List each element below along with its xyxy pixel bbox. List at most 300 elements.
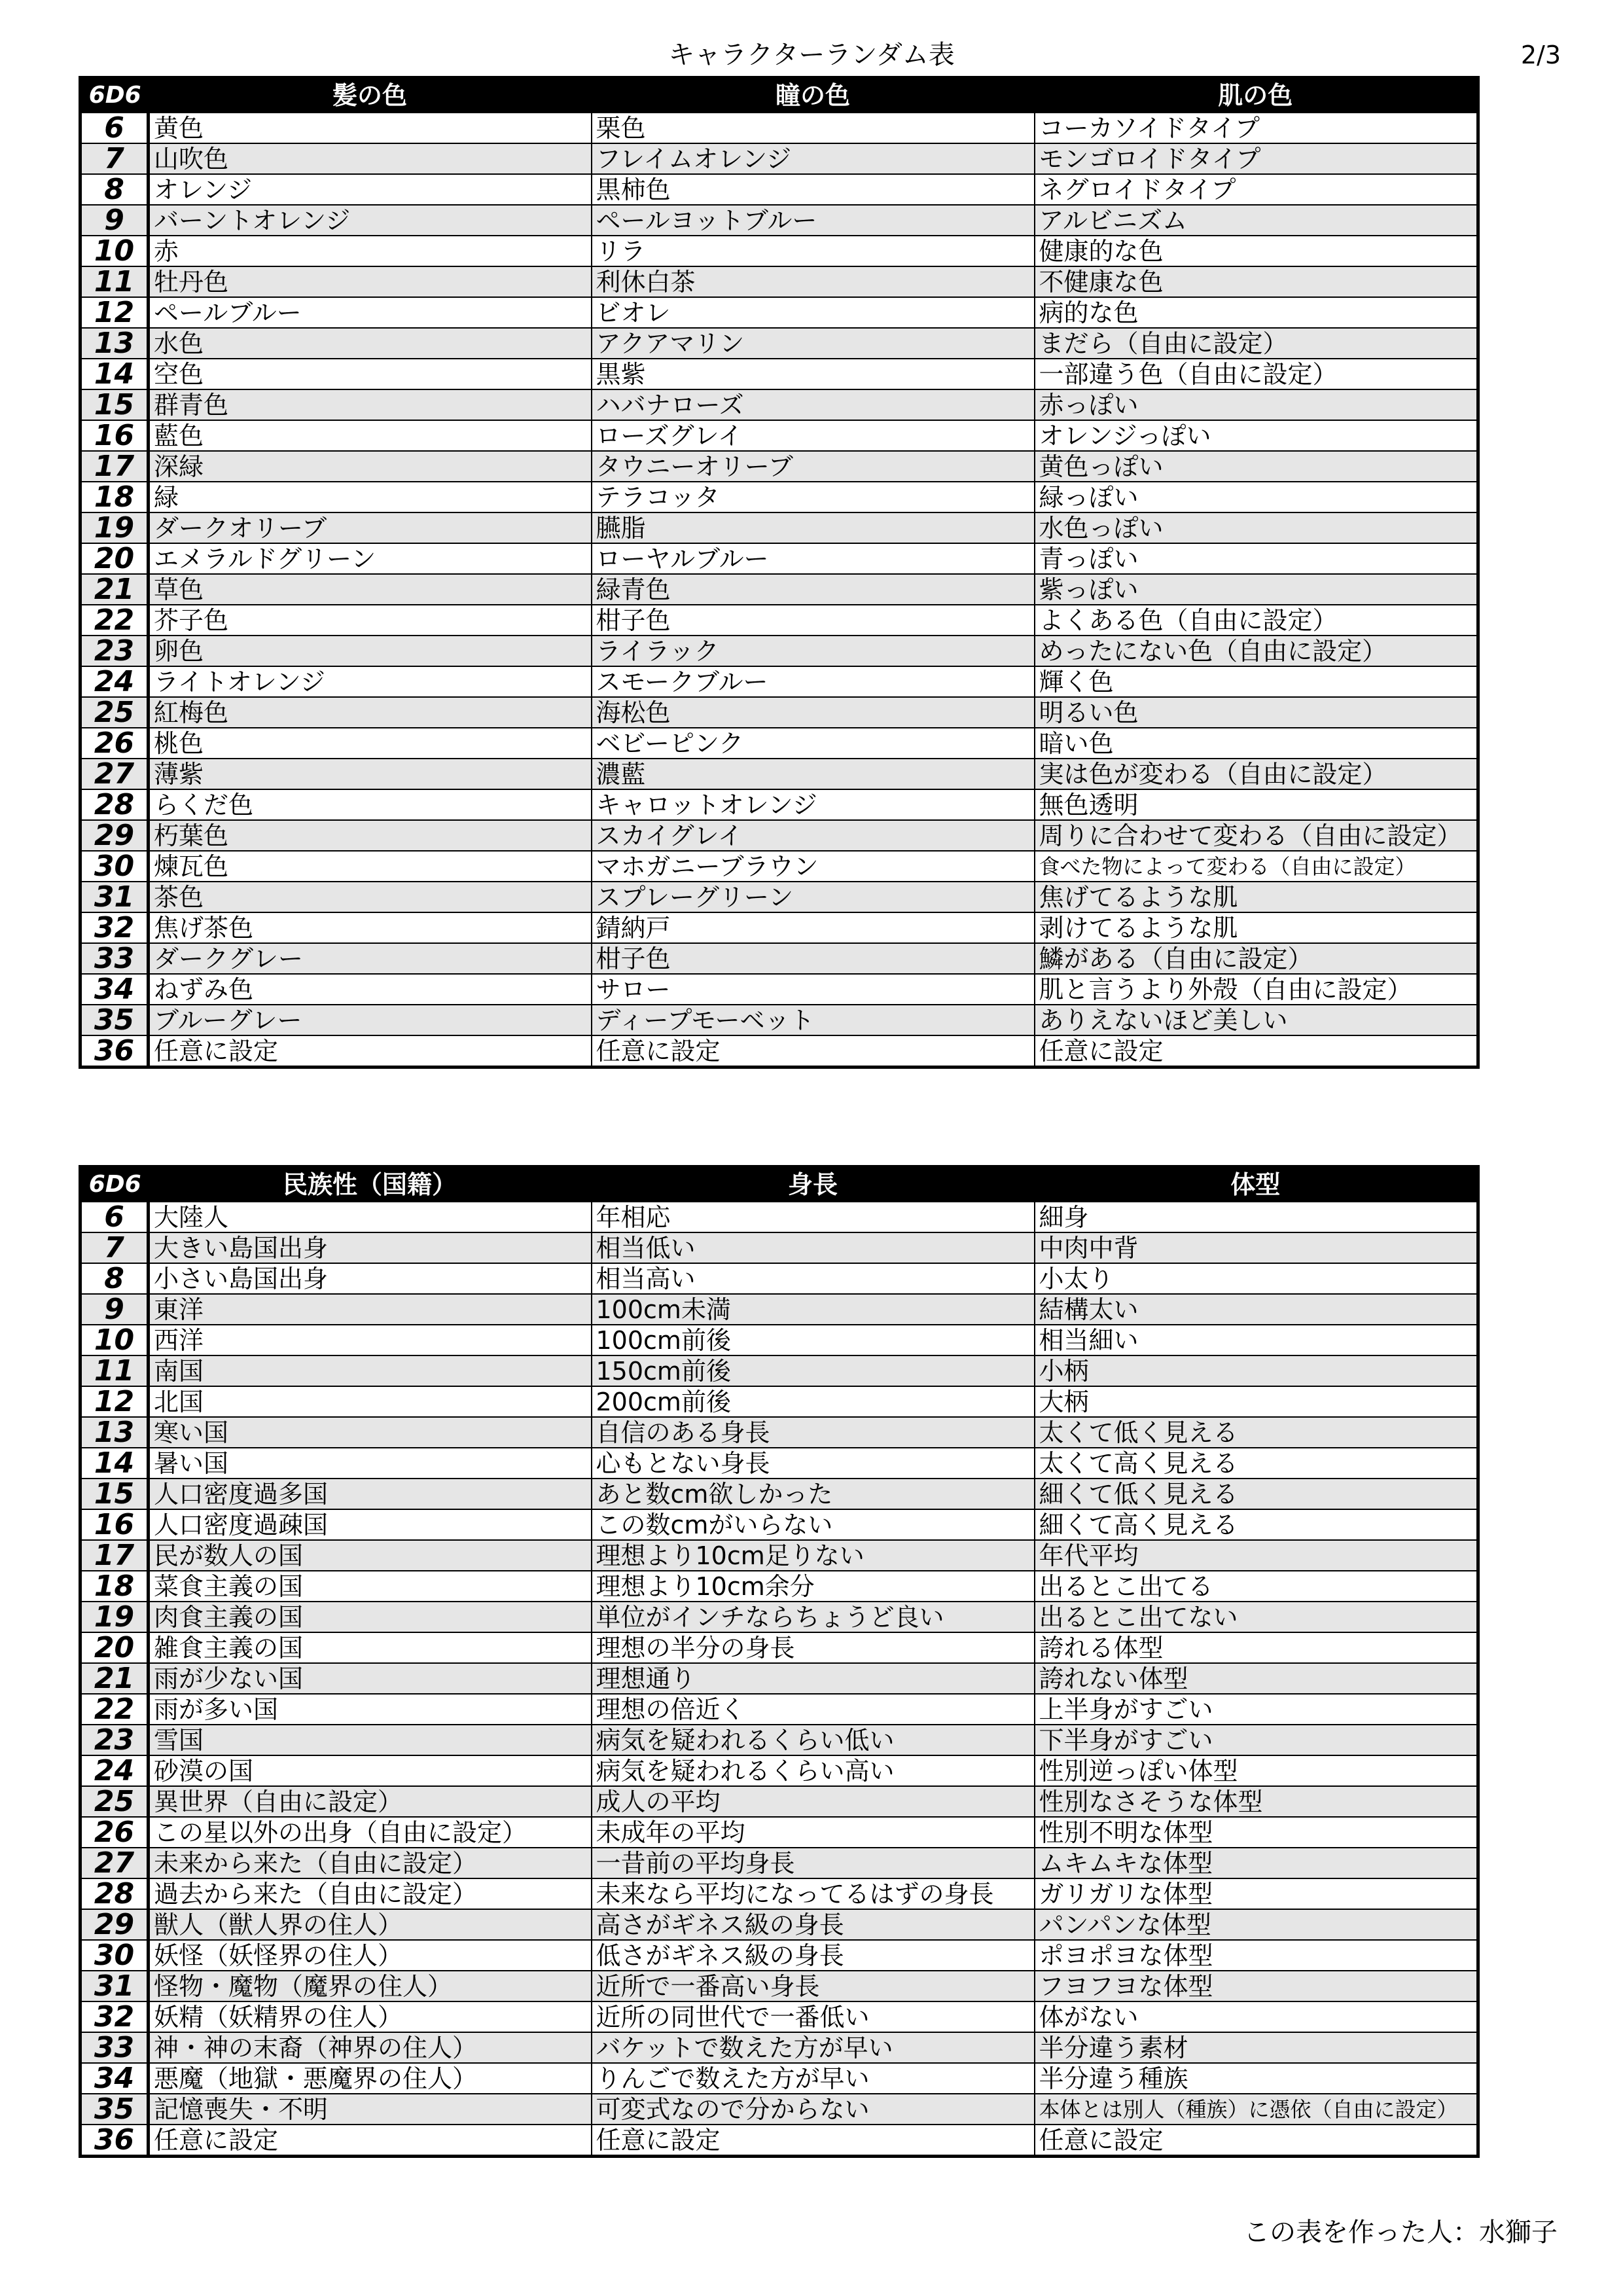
- cell-col-2: ディープモーベット: [592, 1005, 1035, 1035]
- cell-col-1: 緑: [149, 482, 592, 512]
- cell-col-3: 小柄: [1035, 1355, 1478, 1386]
- table-row: [80, 1232, 1478, 1263]
- cell-col-3: 実は色が変わる（自由に設定）: [1035, 759, 1478, 789]
- table-row: [80, 1632, 1478, 1663]
- cell-col-1: この星以外の出身（自由に設定）: [149, 1817, 592, 1848]
- table-row: [80, 789, 1478, 820]
- page-title: キャラクターランダム表: [668, 40, 955, 70]
- cell-col-3: 暗い色: [1035, 728, 1478, 759]
- roll-number: 17: [80, 1540, 149, 1571]
- cell-col-1: 東洋: [149, 1294, 592, 1325]
- cell-col-3: 出るとこ出てない: [1035, 1602, 1478, 1632]
- roll-number: 35: [80, 1005, 149, 1035]
- roll-number: 35: [80, 2094, 149, 2125]
- table-row: [80, 1417, 1478, 1448]
- table-row: [80, 636, 1478, 666]
- table-row: [80, 328, 1478, 359]
- cell-col-1: 茶色: [149, 882, 592, 912]
- cell-col-3: 周りに合わせて変わる（自由に設定）: [1035, 820, 1478, 851]
- header-col-2: 瞳の色: [592, 78, 1035, 113]
- cell-col-2: この数cmがいらない: [592, 1509, 1035, 1540]
- cell-col-1: 過去から来た（自由に設定）: [149, 1878, 592, 1909]
- roll-number: 6: [80, 1202, 149, 1232]
- table-row: [80, 2032, 1478, 2063]
- cell-col-2: サロー: [592, 974, 1035, 1005]
- cell-col-2: スモークブルー: [592, 666, 1035, 697]
- cell-col-1: 桃色: [149, 728, 592, 759]
- cell-col-1: 民が数人の国: [149, 1540, 592, 1571]
- cell-col-1: 紅梅色: [149, 697, 592, 728]
- cell-col-3: 結構太い: [1035, 1294, 1478, 1325]
- roll-number: 27: [80, 759, 149, 789]
- header-col-1: 髪の色: [149, 78, 592, 113]
- table-row: [80, 512, 1478, 543]
- cell-col-2: 黒柿色: [592, 174, 1035, 205]
- roll-number: 28: [80, 789, 149, 820]
- roll-number: 22: [80, 1694, 149, 1725]
- table-row: [80, 759, 1478, 789]
- cell-col-2: テラコッタ: [592, 482, 1035, 512]
- cell-col-3: 不健康な色: [1035, 266, 1478, 297]
- cell-col-1: 大きい島国出身: [149, 1232, 592, 1263]
- cell-col-2: バケットで数えた方が早い: [592, 2032, 1035, 2063]
- header-col-3: 肌の色: [1035, 78, 1478, 113]
- cell-col-1: 獣人（獣人界の住人）: [149, 1909, 592, 1940]
- cell-col-2: ローヤルブルー: [592, 543, 1035, 574]
- cell-col-1: 焦げ茶色: [149, 912, 592, 943]
- cell-col-2: 緑青色: [592, 574, 1035, 605]
- cell-col-1: 記憶喪失・不明: [149, 2094, 592, 2125]
- cell-col-3: ネグロイドタイプ: [1035, 174, 1478, 205]
- roll-number: 12: [80, 1386, 149, 1417]
- cell-col-1: 群青色: [149, 389, 592, 420]
- cell-col-3: ありえないほど美しい: [1035, 1005, 1478, 1035]
- cell-col-3: 誇れない体型: [1035, 1663, 1478, 1694]
- roll-number: 18: [80, 1571, 149, 1602]
- table-header-row: [80, 78, 1478, 113]
- cell-col-3: 上半身がすごい: [1035, 1694, 1478, 1725]
- cell-col-3: 緑っぽい: [1035, 482, 1478, 512]
- cell-col-2: 利休白茶: [592, 266, 1035, 297]
- cell-col-2: 臙脂: [592, 512, 1035, 543]
- roll-number: 23: [80, 1725, 149, 1755]
- cell-col-3: 焦げてるような肌: [1035, 882, 1478, 912]
- cell-col-2: マホガニーブラウン: [592, 851, 1035, 882]
- table-row: [80, 297, 1478, 328]
- cell-col-1: 任意に設定: [149, 2125, 592, 2157]
- cell-col-1: バーントオレンジ: [149, 205, 592, 236]
- cell-col-1: 西洋: [149, 1325, 592, 1355]
- cell-col-3: まだら（自由に設定）: [1035, 328, 1478, 359]
- cell-col-1: 未来から来た（自由に設定）: [149, 1848, 592, 1878]
- roll-number: 36: [80, 2125, 149, 2157]
- table-header-row: [80, 1167, 1478, 1202]
- cell-col-1: ダークオリーブ: [149, 512, 592, 543]
- table-row: [80, 113, 1478, 143]
- header-roll: 6D6: [80, 78, 149, 113]
- cell-col-2: 一昔前の平均身長: [592, 1848, 1035, 1878]
- roll-number: 11: [80, 1355, 149, 1386]
- header-col-1: 民族性（国籍）: [149, 1167, 592, 1202]
- table-row: [80, 1202, 1478, 1232]
- table-row: [80, 143, 1478, 174]
- cell-col-1: 妖精（妖精界の住人）: [149, 2001, 592, 2032]
- table-row: [80, 2001, 1478, 2032]
- cell-col-3: コーカソイドタイプ: [1035, 113, 1478, 143]
- roll-number: 21: [80, 1663, 149, 1694]
- cell-col-2: 栗色: [592, 113, 1035, 143]
- cell-col-2: 柑子色: [592, 943, 1035, 974]
- table-row: [80, 1878, 1478, 1909]
- cell-col-2: フレイムオレンジ: [592, 143, 1035, 174]
- cell-col-3: 病的な色: [1035, 297, 1478, 328]
- table-row: [80, 666, 1478, 697]
- table-row: [80, 420, 1478, 451]
- cell-col-3: 鱗がある（自由に設定）: [1035, 943, 1478, 974]
- cell-col-2: 未来なら平均になってるはずの身長: [592, 1878, 1035, 1909]
- cell-col-2: ビオレ: [592, 297, 1035, 328]
- cell-col-1: 異世界（自由に設定）: [149, 1786, 592, 1817]
- table-row: [80, 1355, 1478, 1386]
- cell-col-2: 理想より10cm余分: [592, 1571, 1035, 1602]
- roll-number: 36: [80, 1035, 149, 1067]
- cell-col-2: 病気を疑われるくらい高い: [592, 1755, 1035, 1786]
- cell-col-3: 赤っぽい: [1035, 389, 1478, 420]
- cell-col-3: 肌と言うより外殻（自由に設定）: [1035, 974, 1478, 1005]
- cell-col-1: 雑食主義の国: [149, 1632, 592, 1663]
- roll-number: 17: [80, 451, 149, 482]
- roll-number: 21: [80, 574, 149, 605]
- cell-col-3: 下半身がすごい: [1035, 1725, 1478, 1755]
- cell-col-3: 剥けてるような肌: [1035, 912, 1478, 943]
- cell-col-2: 理想通り: [592, 1663, 1035, 1694]
- cell-col-2: タウニーオリーブ: [592, 451, 1035, 482]
- table-row: [80, 1448, 1478, 1479]
- cell-col-3: 無色透明: [1035, 789, 1478, 820]
- table-row: [80, 174, 1478, 205]
- roll-number: 24: [80, 1755, 149, 1786]
- table-row: [80, 697, 1478, 728]
- table-row: [80, 820, 1478, 851]
- cell-col-2: 自信のある身長: [592, 1417, 1035, 1448]
- cell-col-2: 未成年の平均: [592, 1817, 1035, 1848]
- table-hair-eye-skin: [79, 76, 1480, 1069]
- table-row: [80, 482, 1478, 512]
- roll-number: 25: [80, 1786, 149, 1817]
- cell-col-2: 理想より10cm足りない: [592, 1540, 1035, 1571]
- cell-col-3: 半分違う素材: [1035, 2032, 1478, 2063]
- cell-col-1: 空色: [149, 359, 592, 389]
- cell-col-3: 太くて高く見える: [1035, 1448, 1478, 1479]
- cell-col-1: 雨が多い国: [149, 1694, 592, 1725]
- table-row: [80, 851, 1478, 882]
- roll-number: 23: [80, 636, 149, 666]
- cell-col-3: 輝く色: [1035, 666, 1478, 697]
- roll-number: 19: [80, 1602, 149, 1632]
- roll-number: 8: [80, 174, 149, 205]
- cell-col-3: 水色っぽい: [1035, 512, 1478, 543]
- cell-col-1: らくだ色: [149, 789, 592, 820]
- roll-number: 20: [80, 1632, 149, 1663]
- table-row: [80, 1325, 1478, 1355]
- cell-col-3: アルビニズム: [1035, 205, 1478, 236]
- table-row: [80, 1848, 1478, 1878]
- table-row: [80, 1005, 1478, 1035]
- table-row: [80, 1663, 1478, 1694]
- cell-col-1: 寒い国: [149, 1417, 592, 1448]
- cell-col-3: フヨフヨな体型: [1035, 1971, 1478, 2001]
- cell-col-3: 中肉中背: [1035, 1232, 1478, 1263]
- roll-number: 24: [80, 666, 149, 697]
- cell-col-2: 心もとない身長: [592, 1448, 1035, 1479]
- table-row: [80, 451, 1478, 482]
- table-row: [80, 1263, 1478, 1294]
- roll-number: 34: [80, 974, 149, 1005]
- cell-col-2: 200cm前後: [592, 1386, 1035, 1417]
- roll-number: 7: [80, 143, 149, 174]
- cell-col-3: 黄色っぽい: [1035, 451, 1478, 482]
- cell-col-1: 妖怪（妖怪界の住人）: [149, 1940, 592, 1971]
- roll-number: 15: [80, 389, 149, 420]
- roll-number: 13: [80, 1417, 149, 1448]
- table-row: [80, 1602, 1478, 1632]
- cell-col-1: 南国: [149, 1355, 592, 1386]
- roll-number: 7: [80, 1232, 149, 1263]
- cell-col-3: 年代平均: [1035, 1540, 1478, 1571]
- roll-number: 14: [80, 359, 149, 389]
- roll-number: 30: [80, 1940, 149, 1971]
- roll-number: 32: [80, 912, 149, 943]
- cell-col-2: ベビーピンク: [592, 728, 1035, 759]
- cell-col-1: 悪魔（地獄・悪魔界の住人）: [149, 2063, 592, 2094]
- cell-col-2: 近所の同世代で一番低い: [592, 2001, 1035, 2032]
- cell-col-1: 人口密度過多国: [149, 1479, 592, 1509]
- cell-col-1: 牡丹色: [149, 266, 592, 297]
- cell-col-3: 細くて低く見える: [1035, 1479, 1478, 1509]
- cell-col-3: 明るい色: [1035, 697, 1478, 728]
- cell-col-3: 任意に設定: [1035, 2125, 1478, 2157]
- cell-col-3: オレンジっぽい: [1035, 420, 1478, 451]
- cell-col-1: 山吹色: [149, 143, 592, 174]
- cell-col-1: 草色: [149, 574, 592, 605]
- cell-col-2: 錆納戸: [592, 912, 1035, 943]
- cell-col-3: 健康的な色: [1035, 236, 1478, 266]
- cell-col-2: 任意に設定: [592, 2125, 1035, 2157]
- cell-col-3: 一部違う色（自由に設定）: [1035, 359, 1478, 389]
- roll-number: 16: [80, 1509, 149, 1540]
- cell-col-2: りんごで数えた方が早い: [592, 2063, 1035, 2094]
- cell-col-3: 細くて高く見える: [1035, 1509, 1478, 1540]
- cell-col-1: 大陸人: [149, 1202, 592, 1232]
- table-row: [80, 1571, 1478, 1602]
- table-row: [80, 236, 1478, 266]
- cell-col-3: パンパンな体型: [1035, 1909, 1478, 1940]
- cell-col-3: 小太り: [1035, 1263, 1478, 1294]
- cell-col-1: 任意に設定: [149, 1035, 592, 1067]
- cell-col-3: ムキムキな体型: [1035, 1848, 1478, 1878]
- roll-number: 31: [80, 1971, 149, 2001]
- roll-number: 10: [80, 236, 149, 266]
- cell-col-1: 人口密度過疎国: [149, 1509, 592, 1540]
- cell-col-2: 黒紫: [592, 359, 1035, 389]
- cell-col-1: 暑い国: [149, 1448, 592, 1479]
- roll-number: 29: [80, 1909, 149, 1940]
- roll-number: 8: [80, 1263, 149, 1294]
- table-row: [80, 1755, 1478, 1786]
- roll-number: 33: [80, 943, 149, 974]
- cell-col-3: モンゴロイドタイプ: [1035, 143, 1478, 174]
- cell-col-3: 青っぽい: [1035, 543, 1478, 574]
- table-row: [80, 1509, 1478, 1540]
- cell-col-2: 可変式なので分からない: [592, 2094, 1035, 2125]
- cell-col-2: 病気を疑われるくらい低い: [592, 1725, 1035, 1755]
- cell-col-2: 理想の半分の身長: [592, 1632, 1035, 1663]
- header-col-2: 身長: [592, 1167, 1035, 1202]
- roll-number: 32: [80, 2001, 149, 2032]
- table-row: [80, 266, 1478, 297]
- cell-col-1: 藍色: [149, 420, 592, 451]
- table-row: [80, 1294, 1478, 1325]
- table-row: [80, 1694, 1478, 1725]
- cell-col-1: 菜食主義の国: [149, 1571, 592, 1602]
- cell-col-3: 本体とは別人（種族）に憑依（自由に設定）: [1035, 2094, 1478, 2125]
- roll-number: 6: [80, 113, 149, 143]
- table-row: [80, 1725, 1478, 1755]
- cell-col-1: ライトオレンジ: [149, 666, 592, 697]
- table-row: [80, 1909, 1478, 1940]
- cell-col-2: 高さがギネス級の身長: [592, 1909, 1035, 1940]
- cell-col-3: 大柄: [1035, 1386, 1478, 1417]
- cell-col-3: 性別不明な体型: [1035, 1817, 1478, 1848]
- cell-col-3: 出るとこ出てる: [1035, 1571, 1478, 1602]
- cell-col-2: 近所で一番高い身長: [592, 1971, 1035, 2001]
- table-row: [80, 728, 1478, 759]
- table-row: [80, 2063, 1478, 2094]
- cell-col-2: あと数cm欲しかった: [592, 1479, 1035, 1509]
- author-credit: この表を作った人：水獅子: [1243, 2217, 1558, 2248]
- cell-col-2: 相当低い: [592, 1232, 1035, 1263]
- page-number: 2/3: [1520, 41, 1561, 69]
- table-row: [80, 1940, 1478, 1971]
- roll-number: 15: [80, 1479, 149, 1509]
- cell-col-1: 朽葉色: [149, 820, 592, 851]
- roll-number: 25: [80, 697, 149, 728]
- cell-col-3: 誇れる体型: [1035, 1632, 1478, 1663]
- cell-col-3: ポヨポヨな体型: [1035, 1940, 1478, 1971]
- table-row: [80, 205, 1478, 236]
- cell-col-3: 太くて低く見える: [1035, 1417, 1478, 1448]
- cell-col-1: オレンジ: [149, 174, 592, 205]
- table-row: [80, 1971, 1478, 2001]
- cell-col-2: 100cm未満: [592, 1294, 1035, 1325]
- cell-col-1: ブルーグレー: [149, 1005, 592, 1035]
- cell-col-1: 芥子色: [149, 605, 592, 636]
- cell-col-2: キャロットオレンジ: [592, 789, 1035, 820]
- cell-col-3: 細身: [1035, 1202, 1478, 1232]
- roll-number: 18: [80, 482, 149, 512]
- cell-col-2: 任意に設定: [592, 1035, 1035, 1067]
- roll-number: 11: [80, 266, 149, 297]
- cell-col-3: 相当細い: [1035, 1325, 1478, 1355]
- cell-col-1: 肉食主義の国: [149, 1602, 592, 1632]
- roll-number: 28: [80, 1878, 149, 1909]
- cell-col-3: 紫っぽい: [1035, 574, 1478, 605]
- cell-col-1: エメラルドグリーン: [149, 543, 592, 574]
- cell-col-1: 北国: [149, 1386, 592, 1417]
- cell-col-1: 雨が少ない国: [149, 1663, 592, 1694]
- cell-col-3: 性別なさそうな体型: [1035, 1786, 1478, 1817]
- table-ethnicity-height-build: [79, 1165, 1480, 2158]
- cell-col-2: 低さがギネス級の身長: [592, 1940, 1035, 1971]
- roll-number: 30: [80, 851, 149, 882]
- cell-col-1: ねずみ色: [149, 974, 592, 1005]
- table-row: [80, 912, 1478, 943]
- cell-col-1: ペールブルー: [149, 297, 592, 328]
- table-row: [80, 543, 1478, 574]
- cell-col-1: 小さい島国出身: [149, 1263, 592, 1294]
- roll-number: 31: [80, 882, 149, 912]
- roll-number: 27: [80, 1848, 149, 1878]
- roll-number: 16: [80, 420, 149, 451]
- roll-number: 26: [80, 1817, 149, 1848]
- cell-col-2: スカイグレイ: [592, 820, 1035, 851]
- cell-col-2: 150cm前後: [592, 1355, 1035, 1386]
- cell-col-1: 砂漠の国: [149, 1755, 592, 1786]
- roll-number: 29: [80, 820, 149, 851]
- cell-col-1: 煉瓦色: [149, 851, 592, 882]
- cell-col-2: ライラック: [592, 636, 1035, 666]
- cell-col-1: 深緑: [149, 451, 592, 482]
- cell-col-3: ガリガリな体型: [1035, 1878, 1478, 1909]
- roll-number: 20: [80, 543, 149, 574]
- roll-number: 9: [80, 1294, 149, 1325]
- table-row: [80, 882, 1478, 912]
- cell-col-2: ハバナローズ: [592, 389, 1035, 420]
- table-row: [80, 574, 1478, 605]
- cell-col-2: 成人の平均: [592, 1786, 1035, 1817]
- cell-col-2: 100cm前後: [592, 1325, 1035, 1355]
- table-row: [80, 1786, 1478, 1817]
- table-row: [80, 2125, 1478, 2157]
- table-row: [80, 605, 1478, 636]
- table-row: [80, 2094, 1478, 2125]
- table-row: [80, 943, 1478, 974]
- cell-col-2: 柑子色: [592, 605, 1035, 636]
- cell-col-3: 体がない: [1035, 2001, 1478, 2032]
- roll-number: 14: [80, 1448, 149, 1479]
- cell-col-2: ペールヨットブルー: [592, 205, 1035, 236]
- header-roll: 6D6: [80, 1167, 149, 1202]
- roll-number: 10: [80, 1325, 149, 1355]
- cell-col-3: よくある色（自由に設定）: [1035, 605, 1478, 636]
- cell-col-1: 黄色: [149, 113, 592, 143]
- cell-col-1: 水色: [149, 328, 592, 359]
- cell-col-1: 赤: [149, 236, 592, 266]
- roll-number: 22: [80, 605, 149, 636]
- table-row: [80, 1386, 1478, 1417]
- cell-col-1: 薄紫: [149, 759, 592, 789]
- cell-col-2: スプレーグリーン: [592, 882, 1035, 912]
- cell-col-2: 年相応: [592, 1202, 1035, 1232]
- roll-number: 12: [80, 297, 149, 328]
- table-row: [80, 1540, 1478, 1571]
- cell-col-3: 性別逆っぽい体型: [1035, 1755, 1478, 1786]
- table-row: [80, 359, 1478, 389]
- cell-col-2: アクアマリン: [592, 328, 1035, 359]
- cell-col-1: 卵色: [149, 636, 592, 666]
- roll-number: 19: [80, 512, 149, 543]
- cell-col-2: 相当高い: [592, 1263, 1035, 1294]
